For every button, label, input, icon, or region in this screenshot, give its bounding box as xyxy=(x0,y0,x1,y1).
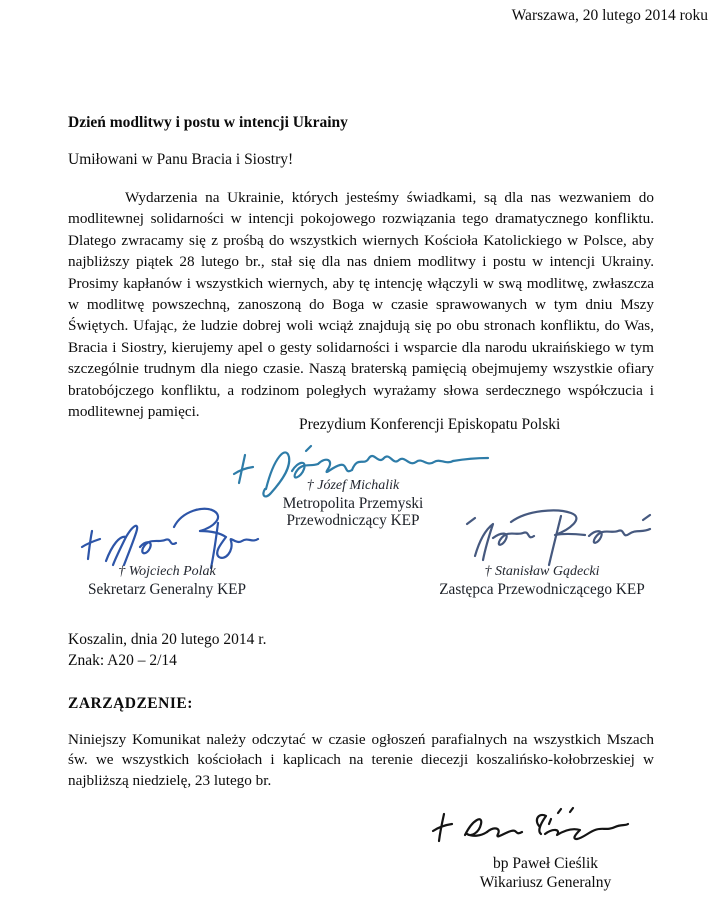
place-and-reference xyxy=(68,630,266,671)
signature-block-michalik xyxy=(253,477,453,530)
signature-block-gadecki xyxy=(424,563,660,598)
signature-michalik-name: † Józef Michalik xyxy=(306,478,400,493)
place-date-line: Koszalin, dnia 20 lutego 2014 r. xyxy=(68,631,267,648)
salutation: Umiłowani w Panu Bracia i Siostry! xyxy=(68,151,294,168)
document-title: Dzień modlitwy i postu w intencji Ukrainy xyxy=(68,114,348,131)
signature-polak-title-1: Sekretarz Generalny KEP xyxy=(87,580,246,598)
signature-block-cieslik xyxy=(443,855,648,892)
signature-cieslik-name: bp Paweł Cieślik xyxy=(492,855,599,872)
signature-michalik-title-2: Przewodniczący KEP xyxy=(286,512,420,529)
signature-gadecki-handwriting xyxy=(455,508,667,568)
signature-gadecki-ink-icon xyxy=(455,508,667,568)
ordinance-heading: ZARZĄDZENIE: xyxy=(68,695,193,712)
dateline: Warszawa, 20 lutego 2014 roku xyxy=(511,7,708,24)
signature-gadecki-title-1: Zastępca Przewodniczącego KEP xyxy=(439,580,645,598)
signature-michalik-title-1: Metropolita Przemyski xyxy=(282,494,424,512)
reference-line: Znak: A20 – 2/14 xyxy=(68,651,177,669)
presidium-line: Prezydium Konferencji Episkopatu Polski xyxy=(299,416,561,433)
signature-block-polak xyxy=(67,563,267,598)
signature-polak-name: † Wojciech Polak xyxy=(118,564,216,579)
signature-polak-handwriting xyxy=(78,503,278,569)
ordinance-paragraph: Niniejszy Komunikat należy odczytać w czasie ogłoszeń parafialnych na wszystkich Mszach św. we wszystkich kościołach i kaplicach na terenie diecezji koszalińsko-kołobrzeskiej w najbliższą niedzielę, 23 lutego br. xyxy=(68,731,654,789)
signature-gadecki-name: † Stanisław Gądecki xyxy=(484,564,600,579)
signature-polak-ink-icon xyxy=(78,503,278,569)
signature-cieslik-ink-icon xyxy=(425,805,630,851)
signature-cieslik-handwriting xyxy=(425,805,630,851)
signature-cieslik-title: Wikariusz Generalny xyxy=(479,873,612,891)
body-paragraph: Wydarzenia na Ukrainie, których jesteśmy świadkami, są dla nas wezwaniem do modlitewnej solidarności w intencji pokojowego rozwiązania tego dramatycznego konfliktu. Dlatego zwracamy się z prośbą do wszystkich wiernych Kościoła Katolickiego w Polsce, aby najbliższy piątek 28 lutego br., stał się dla nas dniem modlitwy i postu w intencji Ukrainy. Prosimy kapłanów i wszystkich wiernych, aby tę intencję włączyli w swą modlitwę, zwłaszcza w modlitwę powszechną, zanoszoną do Boga w czasie sprawowanych w tym dniu Mszy Świętych. Ufając, że ludzie dobrej woli wciąż znajdują się po obu stronach konfliktu, do Was, Bracia i Siostry, kierujemy apel o gesty solidarności i wsparcie dla narodu ukraińskiego w tym szczególnie trudnym dla niego czasie. Naszą braterską pamięcią obejmujemy wszystkie ofiary bratobójczego konfliktu, a rodzinom poległych wyrażamy słowa serdecznego współczucia i modlitewnej pamięci. xyxy=(68,189,654,421)
